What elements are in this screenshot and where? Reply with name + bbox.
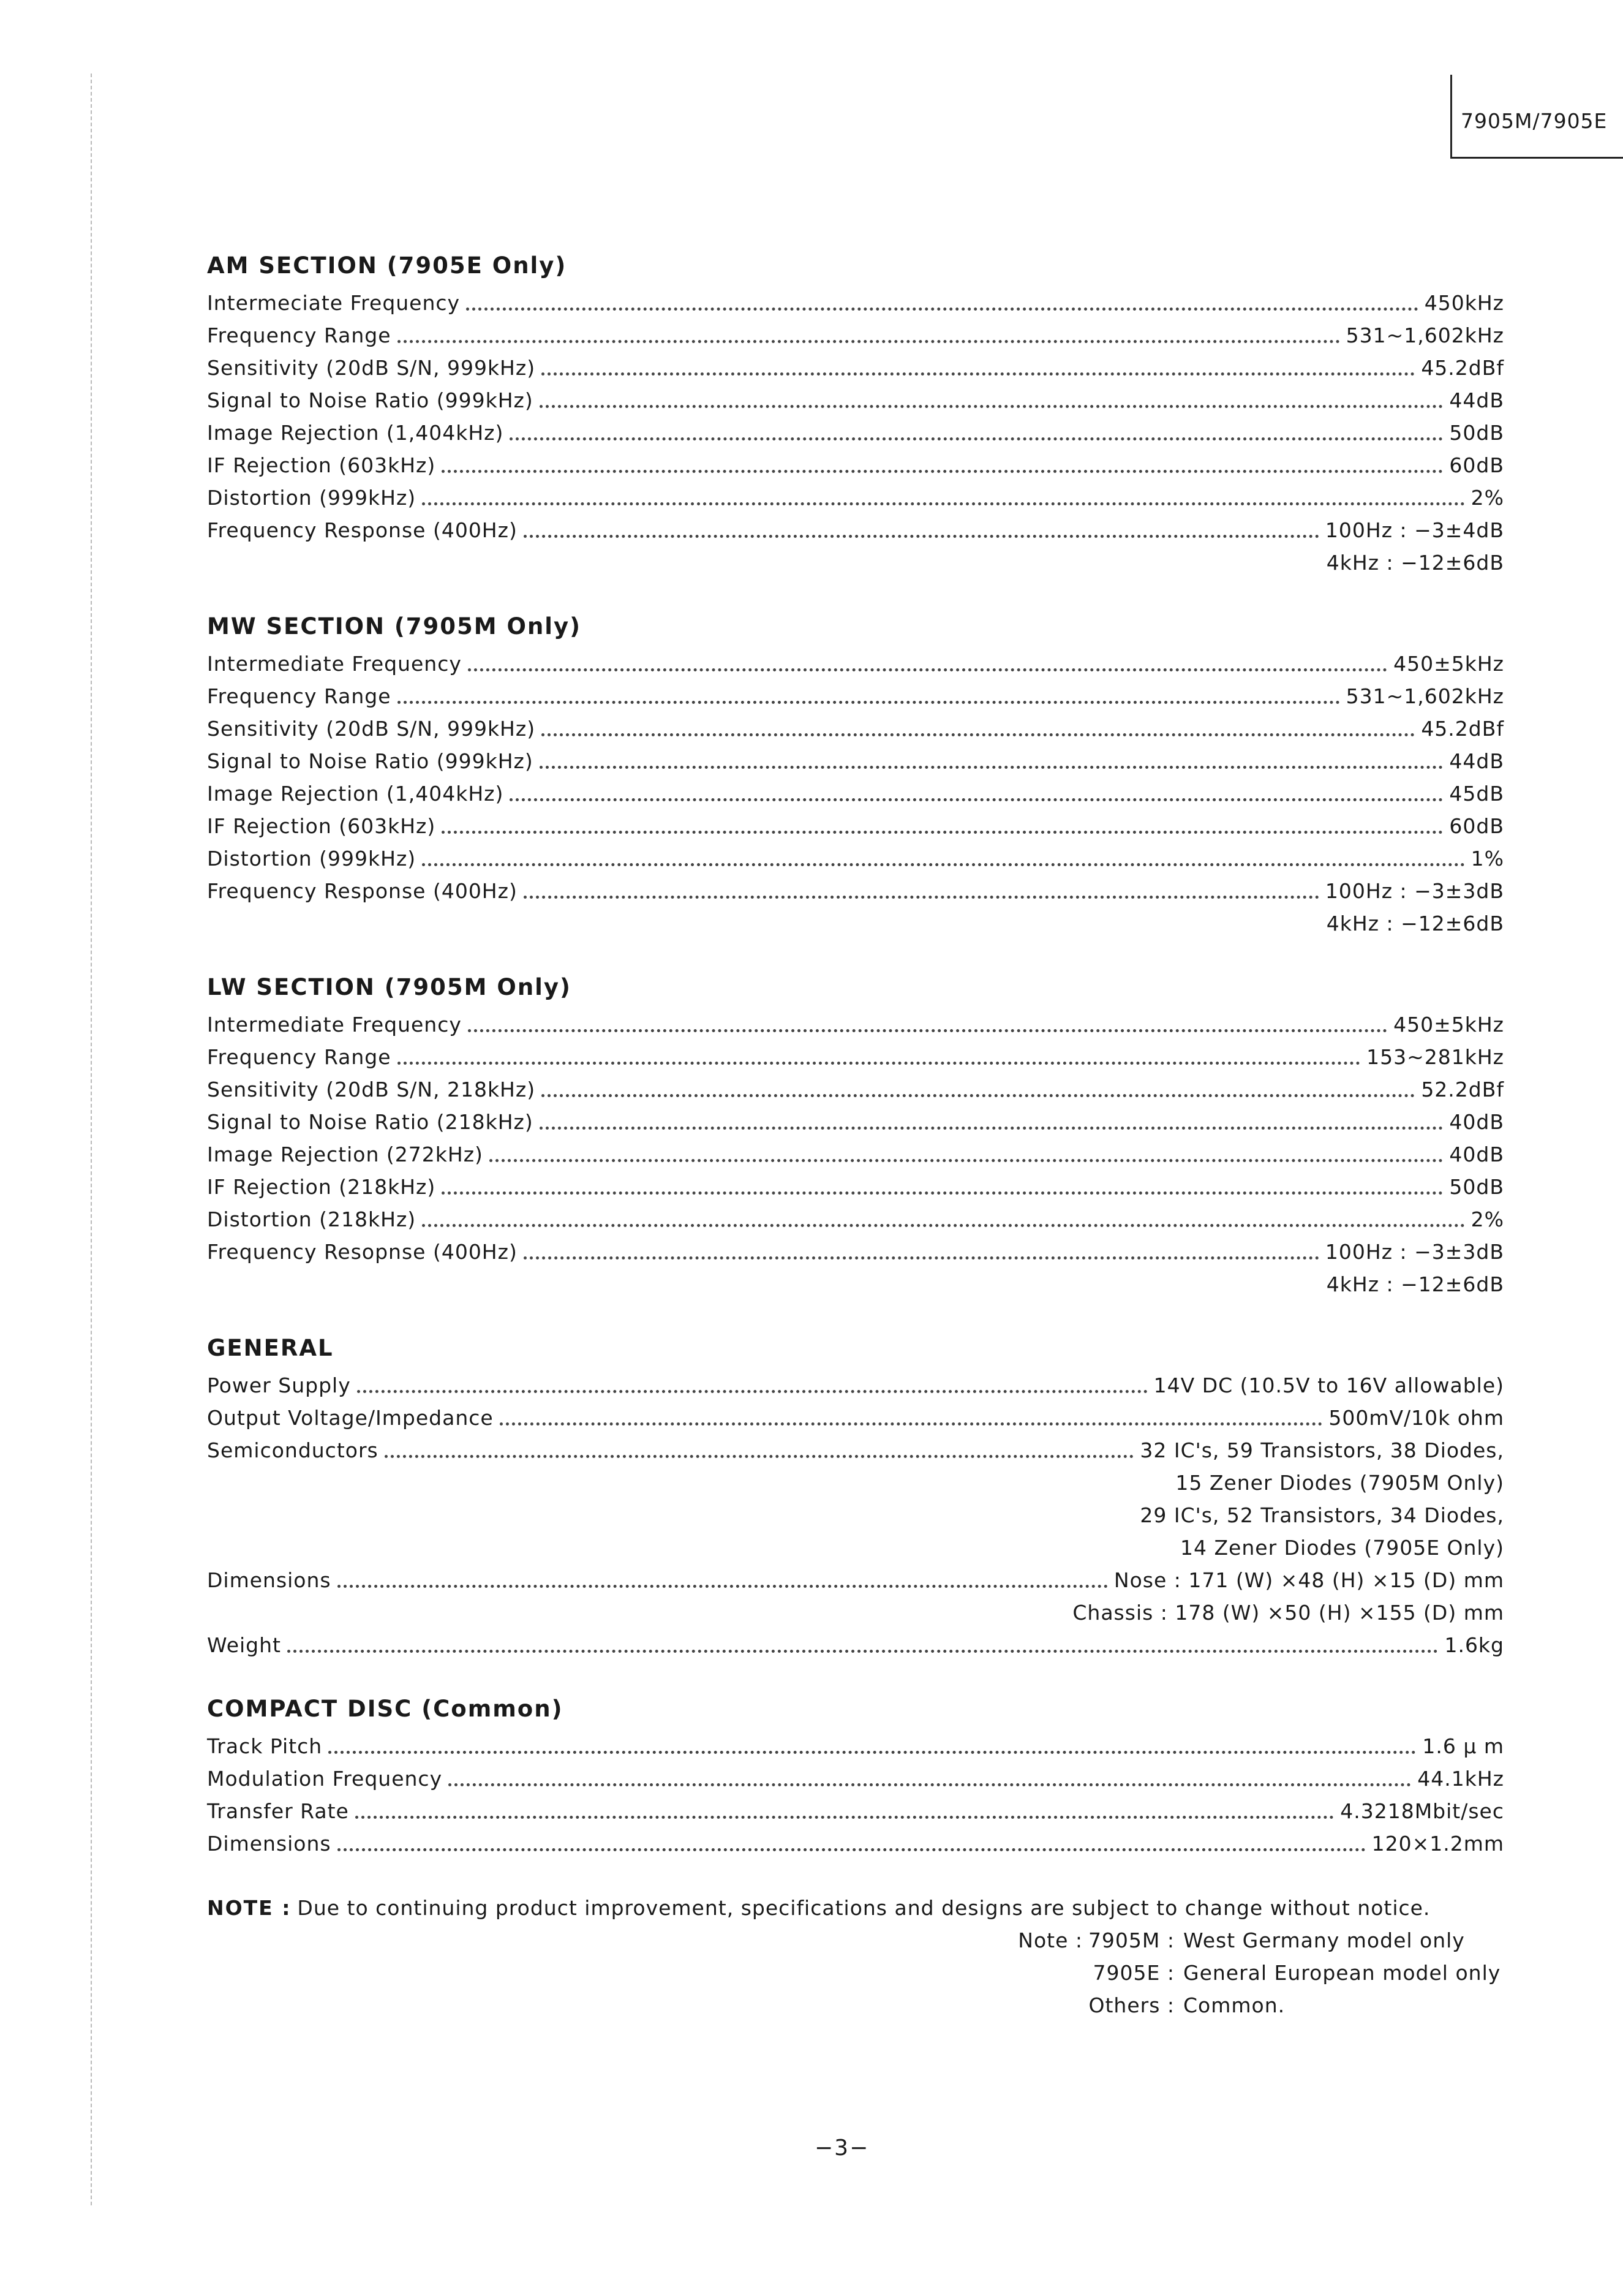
model-note-line bbox=[991, 1989, 1623, 2022]
dot-leader bbox=[355, 1816, 1334, 1819]
spec-label: Weight bbox=[207, 1633, 281, 1657]
spec-value-continuation: 14 Zener Diodes (7905E Only) bbox=[1180, 1536, 1504, 1560]
spec-value: 1% bbox=[1470, 847, 1504, 870]
spec-value: 450±5kHz bbox=[1393, 1013, 1504, 1037]
dot-leader bbox=[466, 308, 1418, 311]
spec-label: Dimensions bbox=[207, 1832, 331, 1856]
spec-value: 14V DC (10.5V to 16V allowable) bbox=[1153, 1373, 1504, 1397]
spec-value: 45dB bbox=[1449, 782, 1504, 806]
section-title: AM SECTION (7905E Only) bbox=[207, 252, 567, 279]
spec-value: 100Hz : −3±3dB bbox=[1325, 1240, 1504, 1264]
dot-leader bbox=[397, 340, 1340, 343]
spec-row bbox=[207, 352, 1504, 384]
spec-value: 60dB bbox=[1449, 453, 1504, 477]
dot-leader bbox=[422, 502, 1464, 505]
dot-leader bbox=[468, 1029, 1387, 1032]
note-heading: NOTE : bbox=[207, 1896, 292, 1920]
note-block bbox=[207, 1892, 1504, 2022]
model-desc: West Germany model only bbox=[1183, 1928, 1465, 1952]
spec-label: Intermediate Frequency bbox=[207, 1013, 462, 1037]
spec-row bbox=[207, 1629, 1504, 1661]
spec-row bbox=[207, 1236, 1504, 1268]
spec-row bbox=[207, 1138, 1504, 1171]
dot-leader bbox=[422, 1224, 1464, 1227]
spec-row bbox=[207, 1041, 1504, 1073]
spec-value: 153~281kHz bbox=[1366, 1045, 1504, 1069]
model-desc: Common. bbox=[1183, 1993, 1286, 2017]
dot-leader bbox=[540, 766, 1444, 769]
spec-label: Power Supply bbox=[207, 1373, 351, 1397]
spec-section bbox=[207, 611, 1504, 940]
dot-leader bbox=[540, 1127, 1444, 1130]
spec-value: Nose : 171 (W) ×48 (H) ×15 (D) mm bbox=[1113, 1568, 1504, 1592]
spec-label: Intermeciate Frequency bbox=[207, 291, 461, 315]
dot-leader bbox=[541, 1094, 1415, 1097]
spec-value: 2% bbox=[1470, 1207, 1504, 1231]
spec-label: Modulation Frequency bbox=[207, 1767, 443, 1791]
spec-section bbox=[207, 1693, 1504, 1860]
spec-label: Signal to Noise Ratio (999kHz) bbox=[207, 749, 533, 773]
spec-value: 60dB bbox=[1449, 814, 1504, 838]
spec-section bbox=[207, 250, 1504, 579]
dot-leader bbox=[489, 1159, 1444, 1162]
spec-label: Distortion (218kHz) bbox=[207, 1207, 416, 1231]
model-key: Others : bbox=[1088, 1993, 1175, 2017]
dot-leader bbox=[397, 701, 1340, 704]
spec-value-continuation: 15 Zener Diodes (7905M Only) bbox=[1175, 1471, 1504, 1495]
spec-label: Frequency Response (400Hz) bbox=[207, 518, 518, 542]
spec-label: Intermediate Frequency bbox=[207, 652, 462, 676]
spec-label: Transfer Rate bbox=[207, 1799, 349, 1823]
spec-value: 40dB bbox=[1449, 1110, 1504, 1134]
spec-row bbox=[207, 1203, 1504, 1236]
dot-leader bbox=[468, 668, 1387, 671]
spec-label: Frequency Range bbox=[207, 684, 391, 708]
dot-leader bbox=[442, 470, 1443, 473]
spec-label: Distortion (999kHz) bbox=[207, 847, 416, 870]
spec-value: 52.2dBf bbox=[1421, 1078, 1504, 1101]
spec-value: 100Hz : −3±4dB bbox=[1325, 518, 1504, 542]
spec-row bbox=[207, 648, 1504, 680]
dot-leader bbox=[448, 1783, 1411, 1786]
spec-value-continuation: 4kHz : −12±6dB bbox=[1326, 551, 1504, 575]
spec-label: Output Voltage/Impedance bbox=[207, 1406, 494, 1430]
dot-leader bbox=[337, 1848, 1366, 1851]
dot-leader bbox=[397, 1062, 1361, 1065]
spec-label: Track Pitch bbox=[207, 1734, 323, 1758]
spec-row bbox=[207, 1369, 1504, 1402]
spec-value: 450kHz bbox=[1424, 291, 1504, 315]
model-desc: General European model only bbox=[1183, 1961, 1501, 1985]
spec-row bbox=[207, 1073, 1504, 1106]
dot-leader bbox=[541, 372, 1415, 376]
model-note-line bbox=[991, 1957, 1623, 1989]
dot-leader bbox=[357, 1390, 1148, 1393]
spec-row bbox=[207, 680, 1504, 712]
spec-value: 4.3218Mbit/sec bbox=[1340, 1799, 1504, 1823]
spec-label: Frequency Response (400Hz) bbox=[207, 879, 518, 903]
dot-leader bbox=[328, 1751, 1416, 1754]
dot-leader bbox=[510, 798, 1443, 801]
spec-label: Image Rejection (272kHz) bbox=[207, 1142, 483, 1166]
spec-row bbox=[207, 1762, 1504, 1795]
model-label: 7905M/7905E bbox=[1461, 109, 1608, 133]
spec-row bbox=[207, 514, 1504, 546]
spec-value: 1.6kg bbox=[1444, 1633, 1504, 1657]
spec-label: Distortion (999kHz) bbox=[207, 486, 416, 510]
spec-value: 100Hz : −3±3dB bbox=[1325, 879, 1504, 903]
spec-row bbox=[207, 481, 1504, 514]
spec-row bbox=[207, 319, 1504, 352]
dot-leader bbox=[524, 535, 1319, 538]
spec-label: Signal to Noise Ratio (218kHz) bbox=[207, 1110, 533, 1134]
spec-value-continuation: 4kHz : −12±6dB bbox=[1326, 1272, 1504, 1296]
spec-row bbox=[207, 1402, 1504, 1434]
spec-label: IF Rejection (218kHz) bbox=[207, 1175, 436, 1199]
section-title: LW SECTION (7905M Only) bbox=[207, 974, 571, 1000]
spec-label: Sensitivity (20dB S/N, 999kHz) bbox=[207, 356, 536, 380]
spec-section bbox=[207, 1332, 1504, 1661]
spec-value: 45.2dBf bbox=[1421, 717, 1504, 741]
spec-row bbox=[207, 384, 1504, 417]
spec-row bbox=[207, 712, 1504, 745]
spec-label: Sensitivity (20dB S/N, 999kHz) bbox=[207, 717, 536, 741]
spec-row bbox=[207, 1434, 1504, 1467]
dot-leader bbox=[337, 1585, 1108, 1588]
spec-section bbox=[207, 972, 1504, 1301]
spec-row bbox=[207, 1730, 1504, 1762]
dot-leader bbox=[524, 1256, 1319, 1259]
model-notes bbox=[991, 1924, 1623, 2022]
note-text: Due to continuing product improvement, specifications and designs are subject to change without notice. bbox=[297, 1896, 1431, 1920]
dot-leader bbox=[541, 733, 1415, 736]
spec-label: Frequency Resopnse (400Hz) bbox=[207, 1240, 518, 1264]
model-key: 7905E : bbox=[1093, 1961, 1175, 1985]
dot-leader bbox=[510, 437, 1443, 440]
spec-value: 531~1,602kHz bbox=[1346, 323, 1504, 347]
dot-leader bbox=[287, 1650, 1438, 1653]
spec-value: 50dB bbox=[1449, 1175, 1504, 1199]
dot-leader bbox=[524, 896, 1319, 899]
model-note-line bbox=[991, 1924, 1623, 1957]
spec-row bbox=[207, 1827, 1504, 1860]
spec-value: 450±5kHz bbox=[1393, 652, 1504, 676]
spec-value: 44dB bbox=[1449, 749, 1504, 773]
spec-row bbox=[207, 417, 1504, 449]
spec-row bbox=[207, 745, 1504, 777]
spec-label: Dimensions bbox=[207, 1568, 331, 1592]
spec-row bbox=[207, 1008, 1504, 1041]
page-number: −3− bbox=[815, 2136, 870, 2161]
section-title: MW SECTION (7905M Only) bbox=[207, 613, 581, 640]
spec-row bbox=[207, 1564, 1504, 1596]
spec-row bbox=[207, 1171, 1504, 1203]
spec-label: IF Rejection (603kHz) bbox=[207, 814, 436, 838]
spec-label: Signal to Noise Ratio (999kHz) bbox=[207, 388, 533, 412]
spec-row bbox=[207, 875, 1504, 907]
spec-value: 32 IC's, 59 Transistors, 38 Diodes, bbox=[1140, 1438, 1504, 1462]
spec-row bbox=[207, 449, 1504, 481]
note-prefix: Note : bbox=[1018, 1928, 1083, 1952]
spec-value: 531~1,602kHz bbox=[1346, 684, 1504, 708]
spec-value-continuation: 29 IC's, 52 Transistors, 34 Diodes, bbox=[1140, 1503, 1504, 1527]
spec-value: 500mV/10k ohm bbox=[1328, 1406, 1504, 1430]
spec-label: Frequency Range bbox=[207, 1045, 391, 1069]
spec-label: Frequency Range bbox=[207, 323, 391, 347]
dot-leader bbox=[442, 1191, 1443, 1195]
spec-value: 44dB bbox=[1449, 388, 1504, 412]
spec-value: 45.2dBf bbox=[1421, 356, 1504, 380]
section-title: GENERAL bbox=[207, 1335, 334, 1361]
note-line bbox=[207, 1892, 1504, 1924]
spec-label: Semiconductors bbox=[207, 1438, 378, 1462]
spec-row bbox=[207, 1106, 1504, 1138]
spec-label: Sensitivity (20dB S/N, 218kHz) bbox=[207, 1078, 536, 1101]
spec-value: 50dB bbox=[1449, 421, 1504, 445]
spec-row bbox=[207, 1795, 1504, 1827]
specifications bbox=[207, 250, 1504, 2022]
scan-margin-line bbox=[91, 74, 92, 2205]
spec-value: 40dB bbox=[1449, 1142, 1504, 1166]
spec-value-continuation: Chassis : 178 (W) ×50 (H) ×155 (D) mm bbox=[1072, 1601, 1504, 1625]
spec-value: 120×1.2mm bbox=[1371, 1832, 1504, 1856]
spec-row bbox=[207, 842, 1504, 875]
spec-row bbox=[207, 777, 1504, 810]
spec-label: Image Rejection (1,404kHz) bbox=[207, 421, 504, 445]
spec-label: Image Rejection (1,404kHz) bbox=[207, 782, 504, 806]
spec-row bbox=[207, 287, 1504, 319]
spec-row bbox=[207, 810, 1504, 842]
spec-label: IF Rejection (603kHz) bbox=[207, 453, 436, 477]
dot-leader bbox=[422, 863, 1464, 866]
dot-leader bbox=[385, 1455, 1134, 1458]
dot-leader bbox=[500, 1422, 1323, 1426]
section-title: COMPACT DISC (Common) bbox=[207, 1696, 563, 1722]
spec-value: 1.6 μ m bbox=[1422, 1734, 1504, 1758]
model-key: 7905M : bbox=[1088, 1928, 1175, 1952]
spec-value-continuation: 4kHz : −12±6dB bbox=[1326, 912, 1504, 935]
dot-leader bbox=[540, 405, 1444, 408]
spec-value: 44.1kHz bbox=[1417, 1767, 1504, 1791]
dot-leader bbox=[442, 831, 1443, 834]
spec-value: 2% bbox=[1470, 486, 1504, 510]
